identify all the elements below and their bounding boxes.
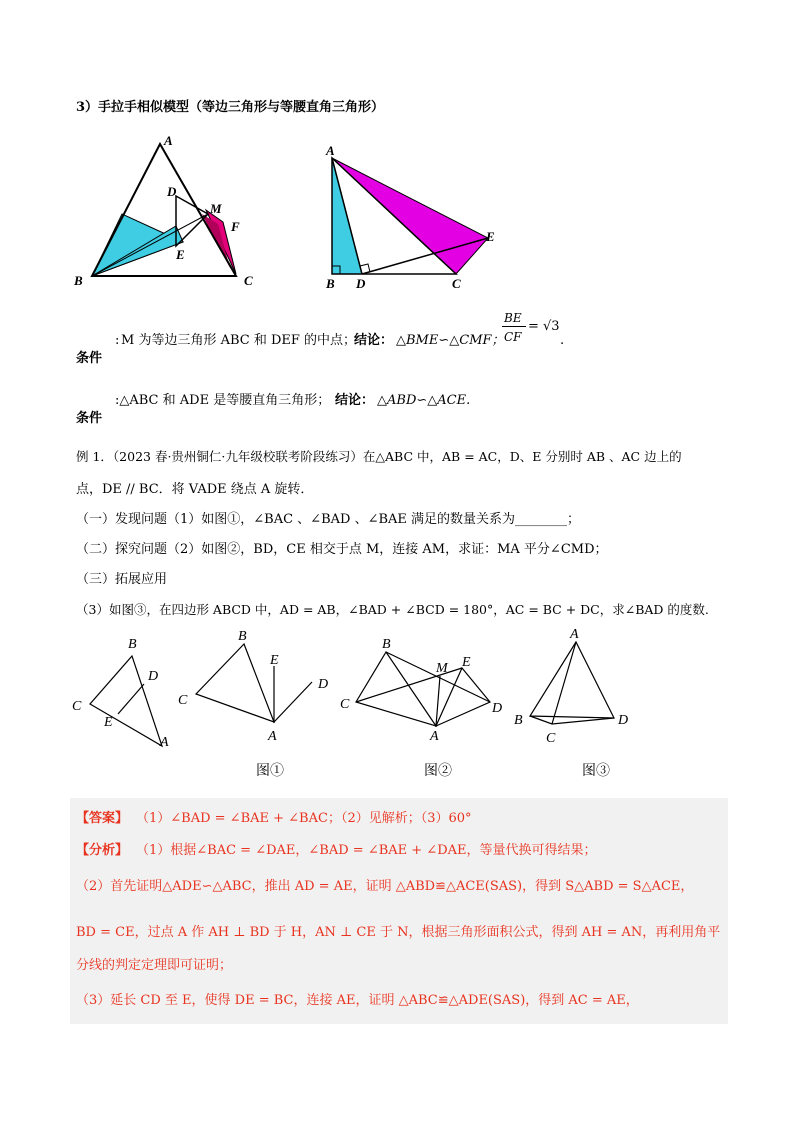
example-part2: （二）探究问题（2）如图②，BD，CE 相交于点 M，连接 AM，求证：MA 平分∠CMD； [76,542,608,557]
fig1-label-c: C [244,273,253,288]
figB-label-a: A [268,729,277,744]
fig2-label-d: D [356,276,366,291]
condition2-label: 条件 [76,411,103,426]
figD-label-d: D [618,713,629,728]
figD-label-c: C [546,731,556,746]
condition1-end: . [560,333,565,348]
answer-text: （1）∠BAD = ∠BAE + ∠BAC；（2）见解析；（3）60° [136,811,472,826]
figB-label-c: C [178,693,188,708]
analysis-tag: 【分析】 [76,843,129,858]
caption-figure-1: 图① [256,763,284,779]
condition2-conclusion-label: 结论： [335,393,375,408]
figure-equilateral-model [68,130,268,292]
caption-figure-3: 图③ [582,763,610,779]
analysis-line2: （2）首先证明△ADE∽△ABC，推出 AD = AE，证明 △ABD≌△ACE(SAS)，得到 S△ABD = S△ACE， [76,879,694,894]
fig1-label-f: F [231,219,240,234]
example-part3: （三）拓展应用 [76,572,168,587]
condition1-text: M 为等边三角形 ABC 和 DEF 的中点； [121,333,357,348]
figD-label-b: B [514,713,523,728]
figB-label-d: D [318,677,329,692]
figure-2 [338,632,510,744]
fig1-label-m: M [210,201,222,216]
condition1-frac-rhs: = √3 [528,319,560,334]
fig2-label-c: C [452,276,461,291]
figA-label-d: D [148,669,159,684]
condition1-prefix: : [115,333,120,348]
fig1-label-d: D [167,184,177,199]
condition1-label: 条件 [76,351,103,366]
example-line1: 例 1．（2023 春·贵州铜仁·九年级校联考阶段练习）在△ABC 中，AB = AC，D、E 分别时 AB 、AC 边上的 [76,449,682,464]
figure-1-small [68,632,183,752]
condition2-text: :△ABC 和 ADE 是等腰直角三角形； [115,393,331,408]
figure-1-rotated [176,626,336,750]
answer-box [70,798,728,1024]
fig1-label-e: E [176,247,185,262]
figA-label-a: A [160,735,169,750]
figC-label-a: A [430,729,439,744]
fig2-label-a: A [326,143,335,158]
analysis-line3: BD = CE，过点 A 作 AH ⊥ BD 于 H，AN ⊥ CE 于 N，根据三角形面积公式，得到 AH = AN，再利用角平 [76,925,721,940]
section-heading: 3）手拉手相似模型（等边三角形与等腰直角三角形） [76,100,385,115]
condition1-conclusion: △BME∽△CMF； [396,333,505,348]
figC-label-c: C [340,697,350,712]
condition1-frac-den: CF [504,330,522,344]
figA-label-c: C [72,699,82,714]
figure-isosceles-right-model [320,142,510,292]
analysis-line5: （3）延长 CD 至 E，使得 DE = BC，连接 AE，证明 △ABC≌△ADE(SAS)，得到 AC = AE， [76,993,639,1008]
fig1-label-b: B [74,273,83,288]
figA-label-e: E [104,715,113,730]
condition2-conclusion: △ABD∽△ACE. [377,393,471,408]
figC-label-m: M [436,661,448,676]
caption-figure-2: 图② [424,763,452,779]
figC-label-b: B [382,637,391,652]
figD-label-a: A [570,627,579,642]
example-part1: （一）发现问题（1）如图①，∠BAC 、∠BAD 、∠BAE 满足的数量关系为________； [76,512,581,527]
condition1-frac-line [502,326,526,327]
figC-label-e: E [462,655,471,670]
figure-3 [508,626,638,750]
figB-label-e: E [270,653,279,668]
figA-label-b: B [128,637,137,652]
example-part3-question: （3）如图③，在四边形 ABCD 中，AD = AB，∠BAD + ∠BCD = 180°，AC = BC + DC，求∠BAD 的度数. [76,602,709,617]
answer-tag: 【答案】 [76,811,129,826]
figB-label-b: B [238,629,247,644]
figC-label-d: D [492,701,503,716]
condition1-frac-num: BE [504,311,522,325]
example-line2: 点，DE // BC．将 VADE 绕点 A 旋转． [76,482,314,497]
analysis-line4: 分线的判定定理即可证明； [76,958,233,973]
condition1-conclusion-label: 结论： [354,333,394,348]
fig1-label-a: A [164,133,173,148]
analysis-line1: （1）根据∠BAC = ∠DAE，∠BAD = ∠BAE + ∠DAE，等量代换可得结果； [136,843,597,858]
fig2-label-b: B [326,276,335,291]
fig2-label-e: E [486,229,495,244]
